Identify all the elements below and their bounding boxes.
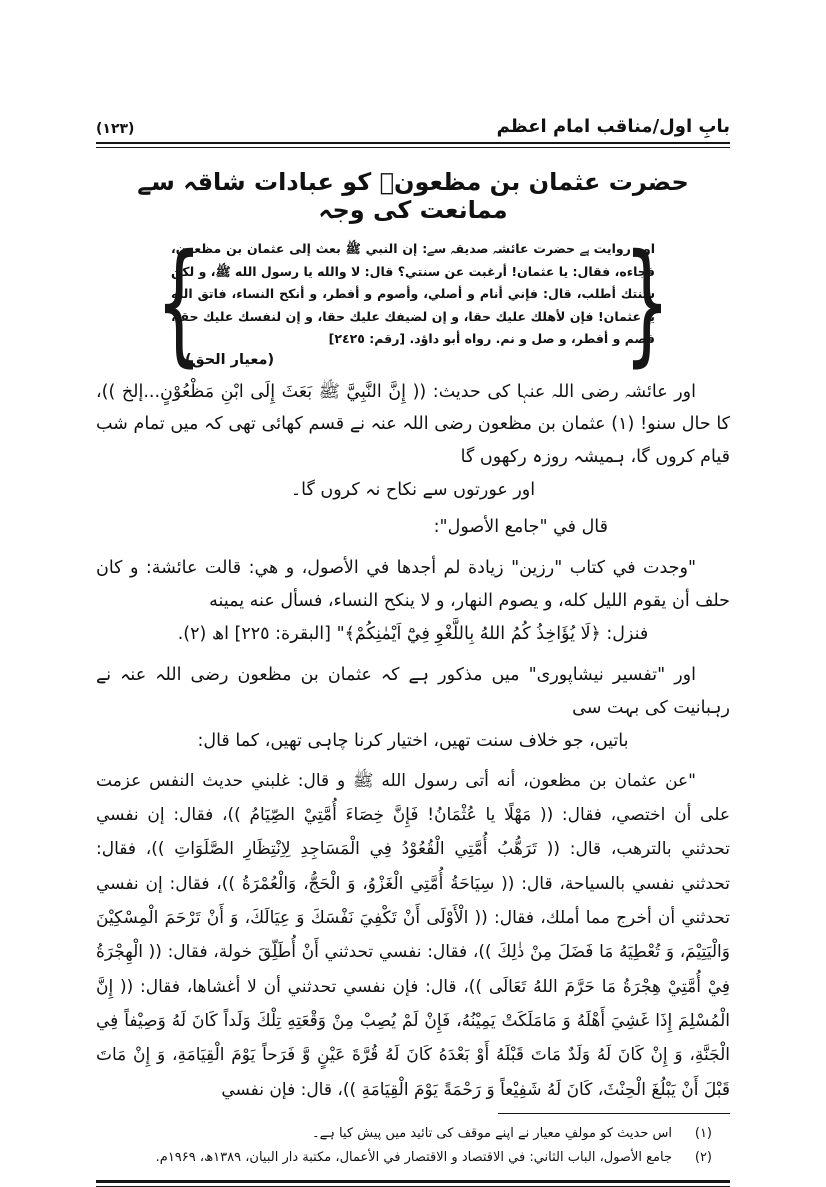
urdu-paragraph-2: اور "تفسیر نیشاپوری" میں مذکور ہے کہ عثمان بن مظعون رضی اللہ عنہ نے رہبانیت کی بہت سی: [96, 664, 730, 718]
urdu-paragraph-1: اور عائشہ رضی اللہ عنہا کی حدیث: (( إِنَّ النَّبِيَّ ﷺ بَعَثَ إِلَى ابْنِ مَظْعُوْنٍ...إلخ ))، کا حال سنو! (۱) عثمان بن مظعون رضی اللہ عنہ نے قسم کھائی تھی کہ میں تمام شب قیام کروں گا، ہمیشہ روزہ رکھوں گا: [96, 381, 731, 468]
page-header: [96, 116, 730, 137]
header-divider-rule: [96, 142, 730, 148]
page-number: (۱۲۳): [96, 121, 135, 137]
footnote-2-text: جامع الأصول، الباب الثاني: في الاقتصاد و الاقتصار في الأعمال، مكتبة دار البيان، ۱۳۸۹ھ، ۱۹۶۹م.: [155, 1149, 672, 1165]
hadith-quote-box: { اور روایت ہے حضرت عائشہ صدیقہ سے: إن النبي ﷺ بعث إلى عثمان بن مظعون، فجاءه، فقال: يا عثمان! أرغبت عن سنتي؟ قال: لا والله يا رسول الله ﷺ، و لكن سنتك أطلب، قال: فإني أنام و أصلي، وأصوم و أفطر، و أنكح النساء، فاتق الله يا عثمان! فإن لأهلك عليك حقا، و إن لضيفك عليك حقا، و إن لنفسك عليك حقا، فصم و أفطر، و صل و نم. رواه أبو داؤد. [رقم: ٢٤٢٥] (معيار الحق) }: [155, 225, 671, 380]
footnotes-section: [96, 1122, 730, 1170]
footnote-2-marker: (۲): [694, 1149, 712, 1165]
jami-al-usul-intro-line: قال في "جامع الأصول":: [433, 517, 608, 538]
footnote-1: [96, 1122, 730, 1146]
footnote-separator-rule: [498, 1113, 730, 1114]
footnote-1-marker: (۱): [694, 1125, 712, 1141]
arabic-paragraph-jami: "وجدت في كتاب "رزين" زيادة لم أجدها في الأصول، و هي: قالت عائشة: و كان حلف أن يقوم الليل كله، و يصوم النهار، و لا ينكح النساء، فسأل عنه يمينه: [96, 558, 730, 612]
arabic-hadith-block: "عن عثمان بن مظعون، أنه أتى رسول الله ﷺ و قال: غلبني حديث النفس عزمت على أن اختصي، فقال: (( مَهْلًا يا عُثْمَانُ! فَإِنَّ خِصَاءَ أُمَّتِيْ الصِّيَامُ ))، فقال: إن نفسي تحدثني بالترهب، قال: (( تَرَهُّبُ أُمَّتِي الْقُعُوْدُ فِي الْمَسَاجِدِ لِاِنْتِظَارِ الصَّلَوَاتِ ))، فقال: تحدثني نفسي بالسياحة، قال: (( سِيَاحَةُ أُمَّتِي الْغَزْوُ، وَ الْحَجُّ، وَالْعُمْرَةُ ))، فقال: إن نفسي تحدثني أن أخرج مما أملك، فقال: (( الْأَوْلَى أَنْ تَكْفِيَ نَفْسَكَ وَ عِيَالَكَ، وَ أَنْ تَرْحَمَ الْمِسْكِيْنَ وَالْيَتِيْمَ، وَ تُعْطِيَهُ مَا فَضَلَ مِنْ ذٰلِكَ ))، فقال: نفسي تحدثني أَنْ أُطَلِّقَ خولة، فقال: (( الْهِجْرَةُ فِيْ أُمَّتِيْ هِجْرَةُ مَا حَرَّمَ اللهُ تَعَالَى ))، قال: فإن نفسي تحدثني أن لا أغشاها، فقال: (( إِنَّ الْمُسْلِمَ إِذَا غَشِيَ أَهْلَهُ وَ مَامَلَكَتْ يَمِيْنُهُ، فَإِنْ لَمْ يُصِبْ مِنْ وَقْعَتِهِ تِلْكَ وَلَداً كَانَ لَهُ وَصِيْفاً فِي الْجَنَّةِ، وَ إِنْ كَانَ لَهُ وَلَدٌ مَاتَ قَبْلَهُ أَوْ بَعْدَهُ كَانَ لَهُ قُرَّةَ عَيْنٍ وَّ فَرَحاً يَوْمَ الْقِيَامَةِ، وَ إِنْ مَاتَ قَبْلَ أَنْ يَبْلُغَ الْحِنْثَ، كَانَ لَهُ شَفِيْعاً وَ رَحْمَةً يَوْمَ الْقِيَامَةِ ))، قال: فإن نفسي: [96, 770, 730, 1100]
urdu-paragraph-2-lastline: باتیں، جو خلاف سنت تھیں، اختیار کرنا چاہی تھیں، کما قال:: [197, 730, 629, 751]
chapter-running-title: بابِ اول/مناقب امام اعظم: [496, 116, 730, 137]
hadith-quote-text: اور روایت ہے حضرت عائشہ صدیقہ سے: إن النبي ﷺ بعث إلى عثمان بن مظعون، فجاءه، فقال: يا عثمان! أرغبت عن سنتي؟ قال: لا والله يا رسول الله ﷺ، و لكن سنتك أطلب، قال: فإني أنام و أصلي، وأصوم و أفطر، و أنكح النساء، فاتق الله يا عثمان! فإن لأهلك عليك حقا، و إن لضيفك عليك حقا، و إن لنفسك عليك حقا، فصم و أفطر، و صل و نم. رواه أبو داؤد. [رقم: ٢٤٢٥]: [171, 241, 655, 346]
urdu-paragraph-1-lastline: اور عورتوں سے نکاح نہ کروں گا۔: [290, 480, 536, 501]
footnote-1-text: اس حدیث کو مولفِ معیار نے اپنے موقف کی تائید میں پیش کیا ہے۔: [312, 1125, 672, 1141]
quote-source-title: (معيار الحق): [185, 351, 275, 368]
section-heading: حضرت عثمان بن مظعونؓ کو عبادات شاقہ سے ممانعت کی وجہ: [137, 168, 689, 224]
footnote-2: [96, 1146, 730, 1170]
quran-verse-line: فنزل: ﴿لَا يُؤَاخِذُ كُمُ اللهُ بِاللَّغْوِ فِيْٓ اَيْمٰنِكُمْ﴾" [البقرة: ٢٢٥] اھ (٢).: [177, 624, 649, 645]
page-bottom-rule: [96, 1180, 730, 1187]
